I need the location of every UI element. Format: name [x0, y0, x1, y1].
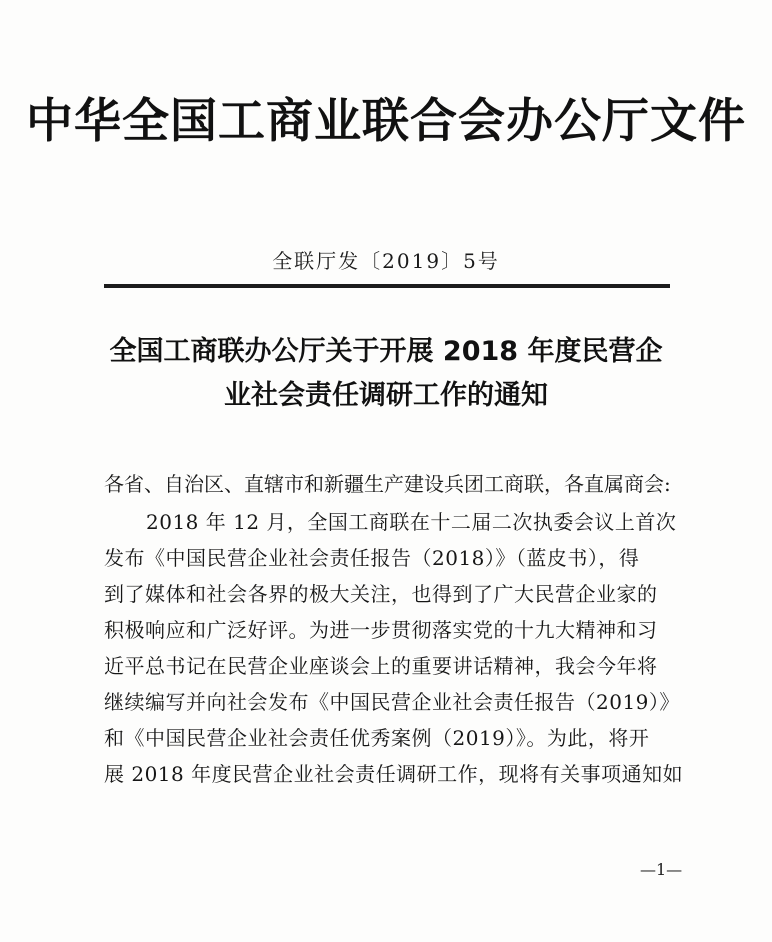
salutation: 各省、自治区、直辖市和新疆生产建设兵团工商联，各直属商会: — [104, 472, 671, 496]
body-line: 和《中国民营企业社会责任优秀案例（2019）》。为此，将开 — [104, 726, 650, 750]
body-paragraph — [104, 504, 684, 792]
body-line: 2018 年 12 月，全国工商联在十二届二次执委会议上首次 — [146, 510, 677, 534]
title-line: 全国工商联办公厅关于开展 2018 年度民营企 — [109, 336, 663, 367]
body-line: 近平总书记在民营企业座谈会上的重要讲话精神，我会今年将 — [104, 654, 658, 678]
body-line: 继续编写并向社会发布《中国民营企业社会责任报告（2019）》 — [104, 690, 680, 714]
document-title — [90, 330, 682, 418]
page-number: —1— — [640, 860, 683, 879]
body-line: 展 2018 年度民营企业社会责任调研工作，现将有关事项通知如 — [104, 762, 684, 786]
document-masthead: 中华全国工商业联合会办公厅文件 — [26, 94, 746, 149]
body-line: 到了媒体和社会各界的极大关注，也得到了广大民营企业家的 — [104, 582, 658, 606]
body-line: 发布《中国民营企业社会责任报告（2018）》（蓝皮书），得 — [104, 546, 640, 570]
title-line: 业社会责任调研工作的通知 — [224, 380, 548, 411]
header-divider — [104, 284, 670, 288]
document-number: 全联厅发〔2019〕5号 — [272, 249, 500, 273]
body-line: 积极响应和广泛好评。为进一步贯彻落实党的十九大精神和习 — [104, 618, 658, 642]
